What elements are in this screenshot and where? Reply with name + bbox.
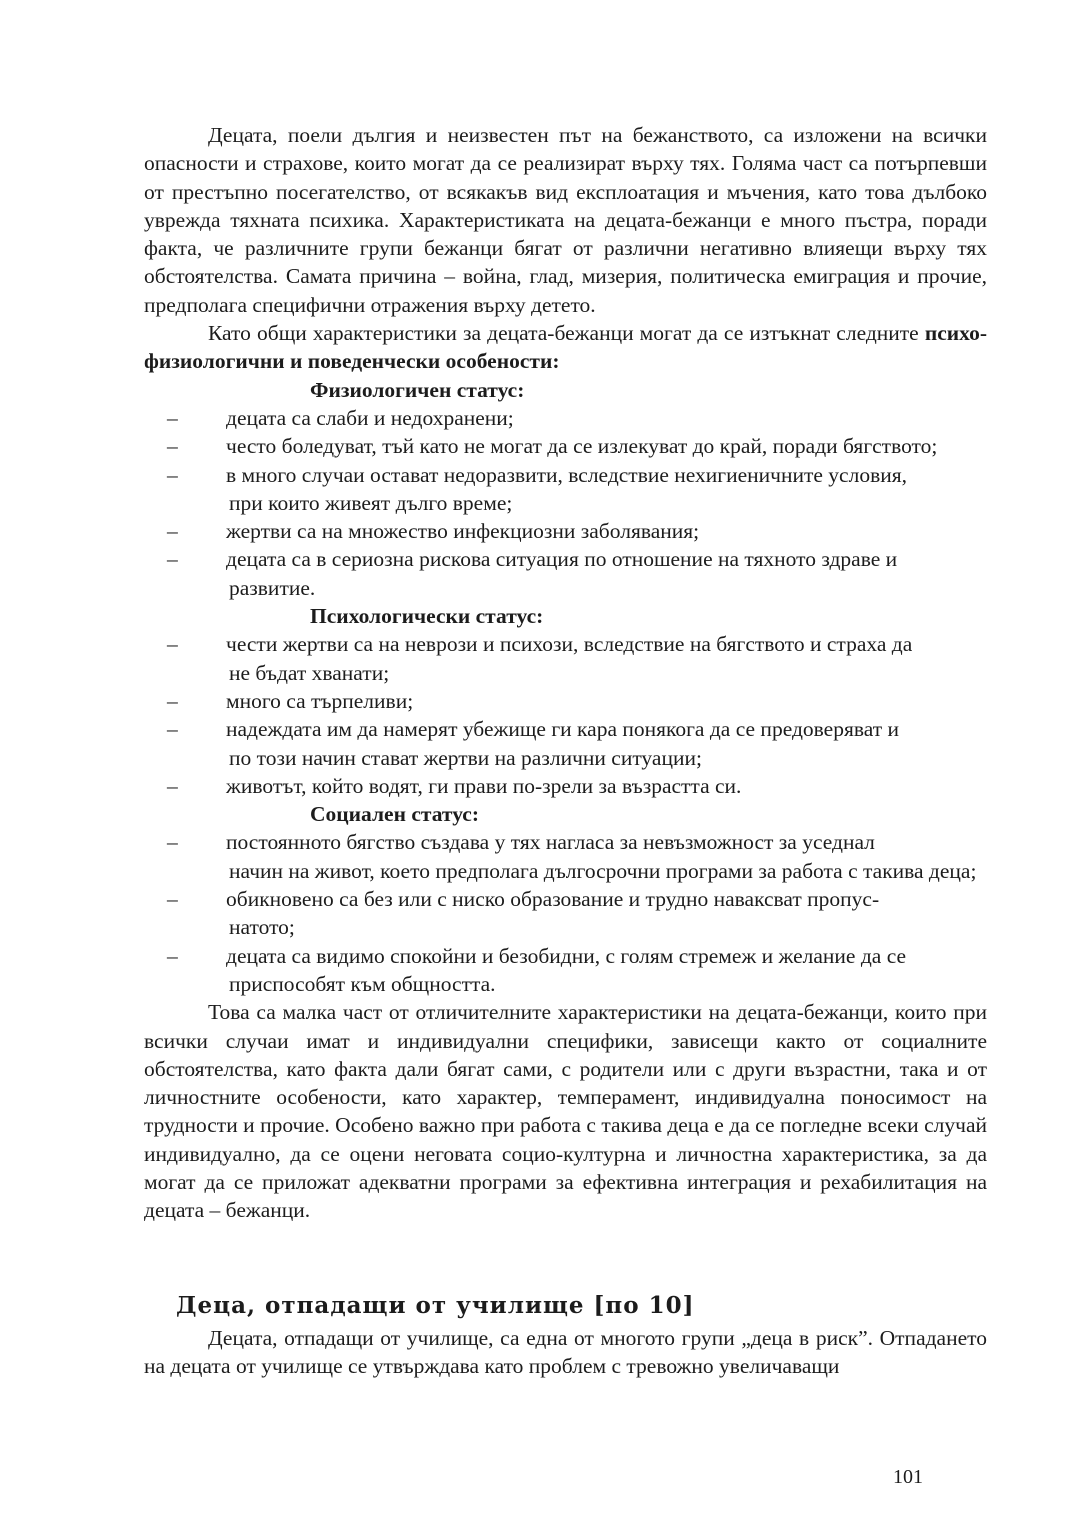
intro-paragraph-2 xyxy=(144,319,987,376)
list-item: – децата са слаби и недохранени; xyxy=(167,405,514,430)
list-item: – жертви са на множество инфекциозни заболявания; xyxy=(167,519,700,544)
list-item: – постоянното бягство създава у тях нагласа за невъзможност за уседнал начин на живот, което предполага дългосрочни програми за работа с такива деца; xyxy=(167,830,977,883)
list-item: – обикновено са без или с ниско образование и трудно наваксват пропус- натото; xyxy=(167,887,880,940)
page-number: 101 xyxy=(893,1466,923,1488)
list-item: – много са търпеливи; xyxy=(167,688,414,713)
intro-paragraph-2-bold: психо-физиологични и поведенчески особености: xyxy=(144,321,987,374)
intro-paragraph-2-text: Като общи характеристики за децата-бежанци могат да се изтъкнат следните xyxy=(208,321,919,346)
next-section-text xyxy=(144,1324,987,1381)
section-title: Деца, отпадащи от училище [по 10] xyxy=(176,1292,695,1319)
main-text xyxy=(144,121,987,1225)
psychological-status-heading: Психологически статус: xyxy=(310,604,544,629)
list-item: – децата са в сериозна рискова ситуация по отношение на тяхното здраве и развитие. xyxy=(167,547,898,600)
intro-paragraph-1: Децата, поели дългия и неизвестен път на бежанството, са изложени на всички опасности и страхове, които могат да се реализират върху тях. Голяма част са потърпевши от престъпно посегателство, от всякакъв вид експлоатация и мъчения, като това дълбоко уврежда тяхната психика. Характеристиката на децата-бежанци е много пъстра, поради факта, че различните групи бежанци бягат от различни негативно влияещи върху тях обстоятелства. Самата причина – война, глад, мизерия, политическа емиграция и прочие, предполага специфични отражения върху детето. xyxy=(144,123,987,317)
list-item: – животът, който водят, ги прави по-зрели за възрастта си. xyxy=(167,773,742,798)
list-item: – децата са видимо спокойни и безобидни, с голям стремеж и желание да се приспособят към общността. xyxy=(167,943,907,996)
conclusion-paragraph: Това са малка част от отличителните характеристики на децата-бежанци, които при всички случаи имат и индивидуални специфики, зависещи както от социалните обстоятелства, като факта дали бягат сами, с родители или с други възрастни, така и от личностните особености, като характер, темперамент, индивидуална поносимост на трудности и прочие. Особено важно при работа с такива деца е да се погледне всеки случай индивидуално, да се оцени неговата социо-културна и личностна характеристика, за да могат да се приложат адекватни програми за ефективна интеграция и рехабилитация на децата – бежанци. xyxy=(144,1000,987,1223)
list-item: – често боледуват, тъй като не могат да се излекуват до край, поради бягството; xyxy=(167,434,938,459)
list-item: – чести жертви са на неврози и психози, вследствие на бягството и страха да не бъдат хванати; xyxy=(167,632,913,685)
next-section-paragraph: Децата, отпадащи от училище, са една от многото групи „деца в риск”. Отпадането на децата от училище се утвърждава като проблем с тревожно увеличаващи xyxy=(144,1326,987,1379)
physiological-status-heading: Физиологичен статус: xyxy=(310,377,525,402)
list-item: – надеждата им да намерят убежище ги кара понякога да се предоверяват и по този начин стават жертви на различни ситуации; xyxy=(167,717,899,770)
social-status-heading: Социален статус: xyxy=(310,802,479,827)
list-item: – в много случаи остават недоразвити, вследствие нехигиеничните условия, при които живеят дълго време; xyxy=(167,462,907,515)
